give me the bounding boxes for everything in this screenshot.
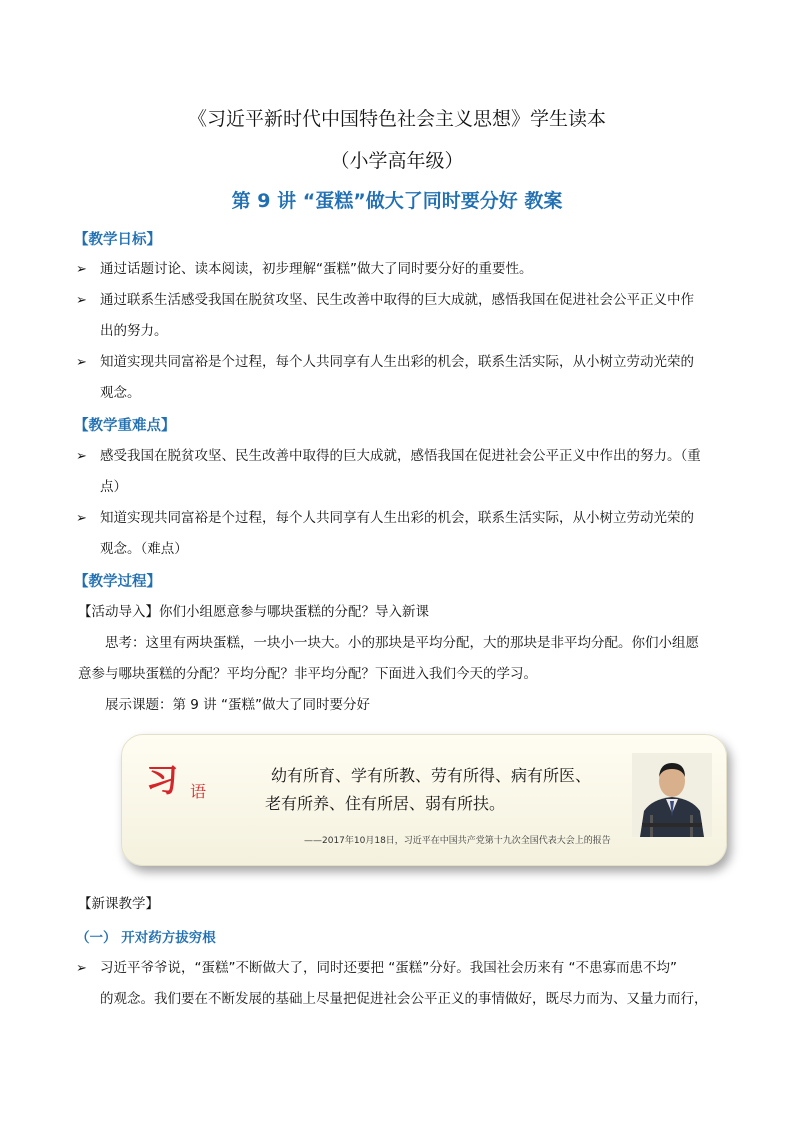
- keypoint-2-line-2: 观念。（难点）: [100, 541, 188, 557]
- objectives-heading: 【教学日标】: [74, 232, 161, 248]
- xi-logo: 习: [146, 761, 179, 799]
- objective-1-line-1: 通过话题讨论、读本阅读，初步理解“蛋糕”做大了同时要分好的重要性。: [100, 261, 533, 277]
- keypoint-1-line-2: 点）: [100, 479, 127, 495]
- bullet-arrow-icon: ➢: [76, 262, 87, 277]
- bullet-arrow-icon: ➢: [76, 961, 87, 976]
- bullet-arrow-icon: ➢: [76, 449, 87, 464]
- new-lesson-heading: 【新课教学】: [78, 896, 159, 912]
- objective-2-line-2: 出的努力。: [100, 323, 168, 339]
- quote-source: ——2017年10月18日，习近平在中国共产党第十九次全国代表大会上的报告: [304, 836, 611, 846]
- quote-line-1: 幼有所育、学有所教、劳有所得、病有所医、: [271, 766, 592, 785]
- new-lesson-para-line-2: 的观念。我们要在不断发展的基础上尽量把促进社会公平正义的事情做好，既尽力而为、又量力而行，: [100, 991, 708, 1007]
- process-heading: 【教学过程】: [74, 574, 161, 590]
- activity-intro: 【活动导入】你们小组愿意参与哪块蛋糕的分配？导入新课: [78, 604, 429, 620]
- new-lesson-para-line-1: 习近平爷爷说，“蛋糕”不断做大了，同时还要把 “蛋糕”分好。我国社会历来有 “不患寡而患不均”: [100, 960, 678, 976]
- keypoint-2-line-1: 知道实现共同富裕是个过程，每个人共同享有人生出彩的机会，联系生活实际，从小树立劳动光荣的: [100, 510, 694, 526]
- bullet-arrow-icon: ➢: [76, 355, 87, 370]
- quote-line-2: 老有所养、住有所居、弱有所扶。: [265, 794, 506, 813]
- think-line-2: 意参与哪块蛋糕的分配？平均分配？非平均分配？下面进入我们今天的学习。: [78, 666, 537, 682]
- objective-3-line-1: 知道实现共同富裕是个过程，每个人共同享有人生出彩的机会，联系生活实际，从小树立劳动光荣的: [100, 354, 694, 370]
- key-points-heading: 【教学重难点】: [74, 418, 176, 434]
- grade-subtitle: （小学高年级）: [330, 150, 464, 172]
- book-title: 《习近平新时代中国特色社会主义思想》学生读本: [187, 108, 606, 130]
- bullet-arrow-icon: ➢: [76, 511, 87, 526]
- quote-card: [121, 734, 727, 866]
- yu-logo: 语: [190, 782, 207, 801]
- objective-2-line-1: 通过联系生活感受我国在脱贫攻坚、民生改善中取得的巨大成就，感悟我国在促进社会公平正义中作: [100, 292, 694, 308]
- lesson-title: 第 9 讲 “蛋糕”做大了同时要分好 教案: [231, 190, 563, 212]
- bullet-arrow-icon: ➢: [76, 293, 87, 308]
- keypoint-1-line-1: 感受我国在脱贫攻坚、民生改善中取得的巨大成就，感悟我国在促进社会公平正义中作出的努力。（重: [100, 448, 701, 464]
- think-line-1: 思考：这里有两块蛋糕，一块小一块大。小的那块是平均分配，大的那块是非平均分配。你们小组愿: [105, 635, 699, 651]
- subheading-1: （一） 开对药方拔穷根: [76, 930, 216, 946]
- speaker-photo: [632, 753, 712, 837]
- objective-3-line-2: 观念。: [100, 385, 141, 401]
- show-topic: 展示课题：第 9 讲 “蛋糕”做大了同时要分好: [105, 697, 370, 713]
